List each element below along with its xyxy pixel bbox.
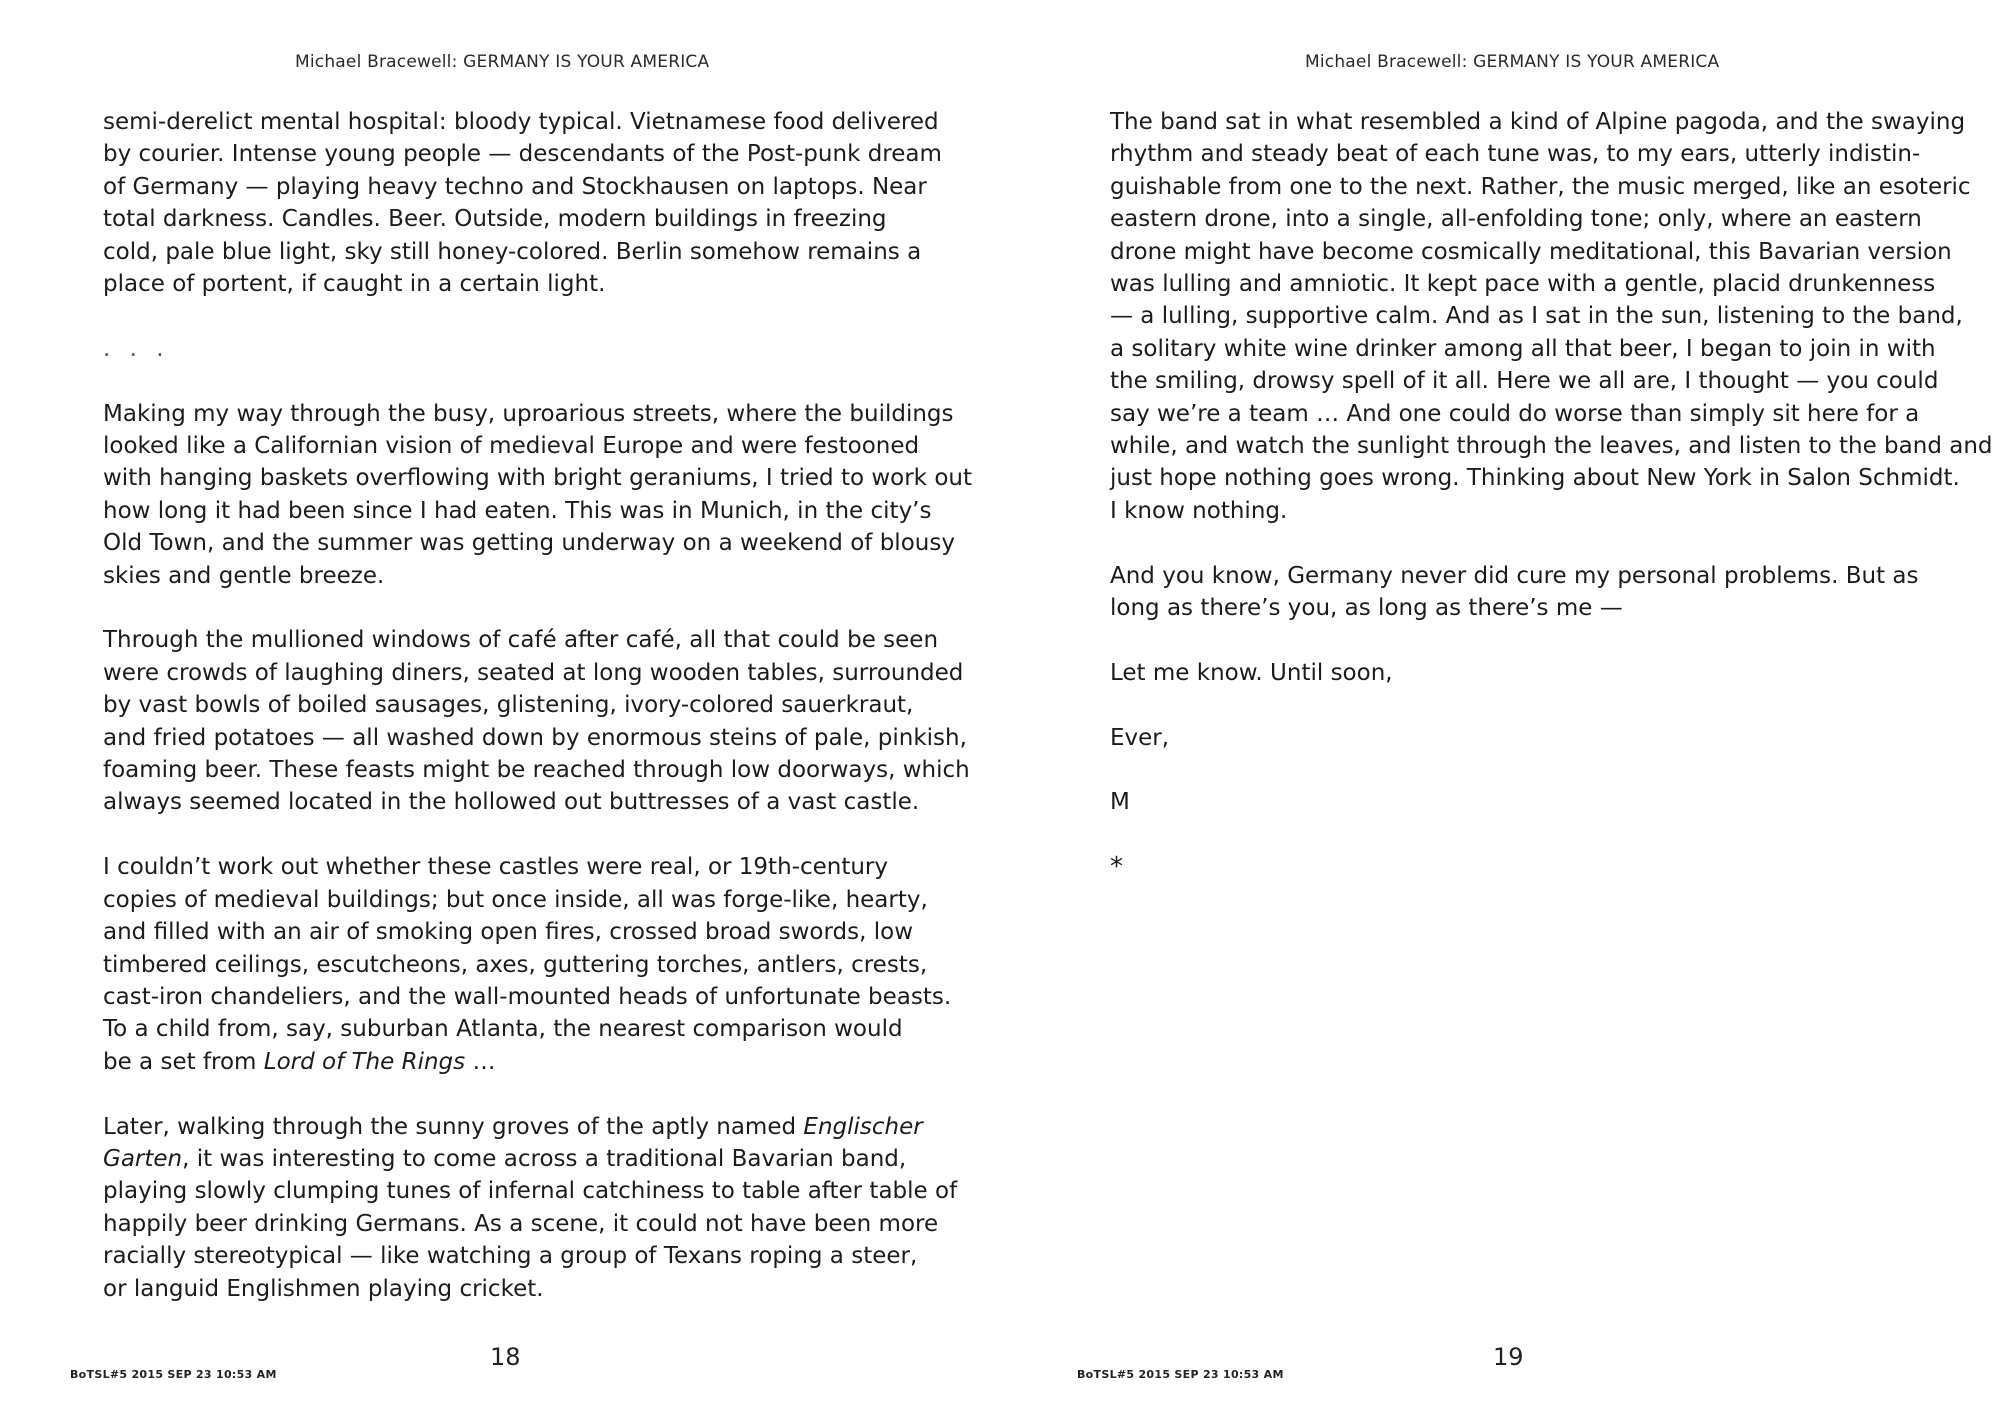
page-number-right: 19 (1493, 1343, 1524, 1371)
end-mark (1110, 851, 1993, 883)
text-line: copies of medieval buildings; but once inside, all was forge-like, hearty, (103, 886, 928, 913)
closing-line (1110, 657, 1993, 689)
text-line: M (1110, 789, 1130, 816)
text-line: long as there’s you, as long as there’s me — (1110, 595, 1623, 622)
text-line: place of portent, if caught in a certain light. (103, 271, 606, 298)
text-line: was lulling and amniotic. It kept pace with a gentle, placid drunkenness (1110, 271, 1936, 298)
text-line-with-place (103, 1143, 972, 1175)
line-suffix: … (472, 1048, 496, 1075)
text-line-with-place (103, 1111, 972, 1143)
signature-initial (1110, 786, 1993, 818)
text-line: cold, pale blue light, sky still honey-colored. Berlin somehow remains a (103, 238, 922, 265)
text-line: skies and gentle breeze. (103, 562, 385, 589)
text-line: drone might have become cosmically meditational, this Bavarian version (1110, 238, 1952, 265)
line-rest: it was interesting to come across a traditional Bavarian band, (196, 1145, 907, 1172)
valediction (1110, 722, 1993, 754)
text-line: a solitary white wine drinker among all that beer, I began to join in with (1110, 335, 1936, 362)
text-line: timbered ceilings, escutcheons, axes, guttering torches, antlers, crests, (103, 951, 928, 978)
text-line: playing slowly clumping tunes of infernal catchiness to table after table of (103, 1178, 958, 1205)
text-line-with-title (103, 1046, 972, 1078)
running-head-left: Michael Bracewell: GERMANY IS YOUR AMERICA (295, 52, 710, 72)
text-line: To a child from, say, suburban Atlanta, the nearest comparison would (103, 1016, 903, 1043)
running-head-right: Michael Bracewell: GERMANY IS YOUR AMERICA (1305, 52, 1720, 72)
text-line: and fried potatoes — all washed down by enormous steins of pale, pinkish, (103, 724, 967, 751)
place-name-part: Garten (103, 1145, 183, 1172)
paragraph (103, 624, 972, 818)
text-line: looked like a Californian vision of medieval Europe and were festooned (103, 433, 920, 460)
paragraph (103, 1111, 972, 1305)
text-line: rhythm and steady beat of each tune was, to my ears, utterly indistin- (1110, 141, 1921, 168)
text-line: always seemed located in the hollowed out buttresses of a vast castle. (103, 789, 920, 816)
text-line: the smiling, drowsy spell of it all. Here we all are, I thought — you could (1110, 368, 1939, 395)
text-line: Let me know. Until soon, (1110, 659, 1393, 686)
text-line: Making my way through the busy, uproarious streets, where the buildings (103, 400, 954, 427)
text-line: by vast bowls of boiled sausages, glistening, ivory-colored sauerkraut, (103, 692, 914, 719)
text-line: And you know, Germany never did cure my personal problems. But as (1110, 562, 1919, 589)
page-number-left: 18 (490, 1343, 521, 1371)
body-text-left (103, 106, 972, 1337)
text-line: happily beer drinking Germans. As a scene, it could not have been more (103, 1210, 939, 1237)
ellipsis-separator: . . . (103, 335, 170, 362)
text-line: Ever, (1110, 724, 1170, 751)
text-line: cast-iron chandeliers, and the wall-mounted heads of unfortunate beasts. (103, 983, 952, 1010)
text-line: total darkness. Candles. Beer. Outside, modern buildings in freezing (103, 206, 887, 233)
book-title: Lord of The Rings (263, 1048, 466, 1075)
paragraph (103, 106, 972, 300)
place-name-part: Englischer (803, 1113, 923, 1140)
text-line: I know nothing. (1110, 497, 1288, 524)
paragraph (103, 398, 972, 592)
text-line: by courier. Intense young people — descendants of the Post-punk dream (103, 141, 942, 168)
text-line: how long it had been since I had eaten. This was in Munich, in the city’s (103, 497, 932, 524)
paragraph (103, 851, 972, 1078)
paragraph (1110, 560, 1993, 625)
print-slug-left: BoTSL#5 2015 SEP 23 10:53 AM (70, 1368, 277, 1381)
text-line: were crowds of laughing diners, seated at long wooden tables, surrounded (103, 659, 964, 686)
text-line: or languid Englishmen playing cricket. (103, 1275, 544, 1302)
text-line: guishable from one to the next. Rather, the music merged, like an esoteric (1110, 173, 1971, 200)
text-line: with hanging baskets overflowing with bright geraniums, I tried to work out (103, 465, 972, 492)
text-line: The band sat in what resembled a kind of Alpine pagoda, and the swaying (1110, 109, 1966, 135)
text-line: I couldn’t work out whether these castles were real, or 19th-century (103, 854, 888, 881)
print-slug-right: BoTSL#5 2015 SEP 23 10:53 AM (1077, 1368, 1284, 1381)
text-line: Old Town, and the summer was getting underway on a weekend of blousy (103, 530, 955, 557)
text-line: and filled with an air of smoking open fires, crossed broad swords, low (103, 919, 914, 946)
comma: , (182, 1145, 190, 1172)
asterisk-mark: * (1110, 852, 1123, 883)
text-line: — a lulling, supportive calm. And as I sat in the sun, listening to the band, (1110, 303, 1963, 330)
line-prefix: Later, walking through the sunny groves of the aptly named (103, 1113, 797, 1140)
text-line: say we’re a team … And one could do worse than simply sit here for a (1110, 400, 1920, 427)
text-line: while, and watch the sunlight through the leaves, and listen to the band and (1110, 433, 1993, 460)
text-line: Through the mullioned windows of café after café, all that could be seen (103, 627, 939, 654)
section-separator (103, 333, 972, 365)
line-prefix: be a set from (103, 1048, 257, 1075)
text-line: foaming beer. These feasts might be reached through low doorways, which (103, 757, 970, 784)
right-page (1000, 0, 2000, 1424)
text-line: just hope nothing goes wrong. Thinking about New York in Salon Schmidt. (1110, 465, 1960, 492)
text-line: racially stereotypical — like watching a group of Texans roping a steer, (103, 1243, 918, 1270)
paragraph (1110, 106, 1993, 527)
text-line: of Germany — playing heavy techno and Stockhausen on laptops. Near (103, 173, 927, 200)
text-line: eastern drone, into a single, all-enfolding tone; only, where an eastern (1110, 206, 1922, 233)
text-line: semi-derelict mental hospital: bloody typical. Vietnamese food delivered (103, 109, 939, 135)
body-text-right (1110, 106, 1993, 916)
